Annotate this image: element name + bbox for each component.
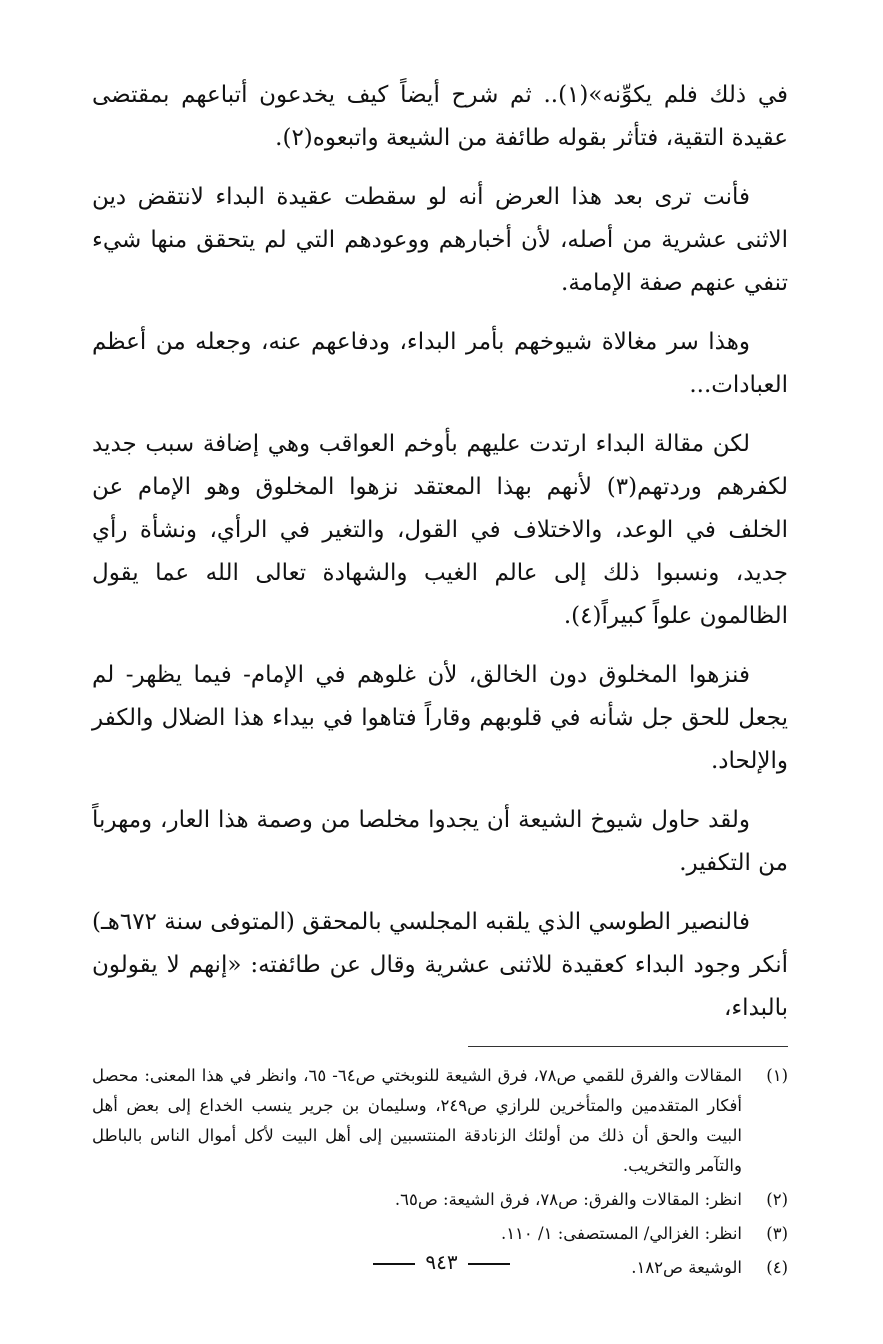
footnote-text: انظر: الغزالي/ المستصفى: ١/ ١١٠. [500,1224,742,1243]
footnote-text: انظر: المقالات والفرق: ص٧٨، فرق الشيعة: ص٦٥. [394,1190,742,1209]
paragraph-4: لكن مقالة البداء ارتدت عليهم بأوخم العواقب وهي إضافة سبب جديد لكفرهم وردتهم(٣) لأنهم بهذا المعتقد نزهوا المخلوق وهو الإمام عن الخلف في الوعد، والاختلاف في القول، والتغير في الرأي، ونشأة رأي جديد، ونسبوا ذلك إلى عالم الغيب والشهادة تعالى الله عما يقول الظالمون علواً كبيراً(٤). [92,431,788,629]
paragraph-6: ولقد حاول شيوخ الشيعة أن يجدوا مخلصا من وصمة هذا العار، ومهرباً من التكفير. [92,807,788,876]
paragraph-1: في ذلك فلم يكوِّنه»(١).. ثم شرح أيضاً كيف يخدعون أتباعهم بمقتضى عقيدة التقية، فتأثر بقوله طائفة من الشيعة واتبعوه(٢). [92,82,788,151]
dash-decoration [373,1263,415,1265]
paragraph-7: فالنصير الطوسي الذي يلقبه المجلسي بالمحقق (المتوفى سنة ٦٧٢هـ) أنكر وجود البداء كعقيدة للاثنى عشرية وقال عن طائفته: «إنهم لا يقولون بالبداء، [92,909,788,1021]
footnote-text: المقالات والفرق للقمي ص٧٨، فرق الشيعة للنوبختي ص٦٤- ٦٥، وانظر في هذا المعنى: محصل أفكار المتقدمين والمتأخرين للرازي ص٢٤٩، وسليمان بن جرير ينسب الخداع إلى بعض أهل البيت والحق أن ذلك من أولئك الزنادقة المنتسبين إلى أهل البيت لأكل أموال الناس بالباطل والتآمر والتخريب. [92,1066,742,1175]
footnote-number: (٢) [766,1190,788,1209]
page-number [0,1250,883,1274]
paragraph-5: فنزهوا المخلوق دون الخالق، لأن غلوهم في الإمام- فيما يظهر- لم يجعل للحق جل شأنه في قلوبهم وقاراً فتاهوا في بيداء هذا الضلال والكفر والإلحاد. [92,662,788,774]
footnote-divider [468,1046,788,1047]
page-number-value: ٩٤٣ [425,1250,458,1274]
paragraph-3: وهذا سر مغالاة شيوخهم بأمر البداء، ودفاعهم عنه، وجعله من أعظم العبادات... [92,329,788,398]
footnote-2 [92,1185,788,1215]
dash-decoration [468,1263,510,1265]
footnote-3 [92,1219,788,1249]
footnote-text: الوشيعة ص١٨٢. [631,1258,742,1277]
body-text [92,74,788,1030]
footnote-1 [92,1061,788,1181]
footnote-number: (٣) [766,1224,788,1243]
paragraph-2: فأنت ترى بعد هذا العرض أنه لو سقطت عقيدة البداء لانتقض دين الاثنى عشرية من أصله، لأن أخبارهم ووعودهم التي لم يتحقق منها شيء تنفي عنهم صفة الإمامة. [92,184,788,296]
footnote-number: (١) [766,1066,788,1085]
footnote-number: (٤) [766,1258,788,1277]
